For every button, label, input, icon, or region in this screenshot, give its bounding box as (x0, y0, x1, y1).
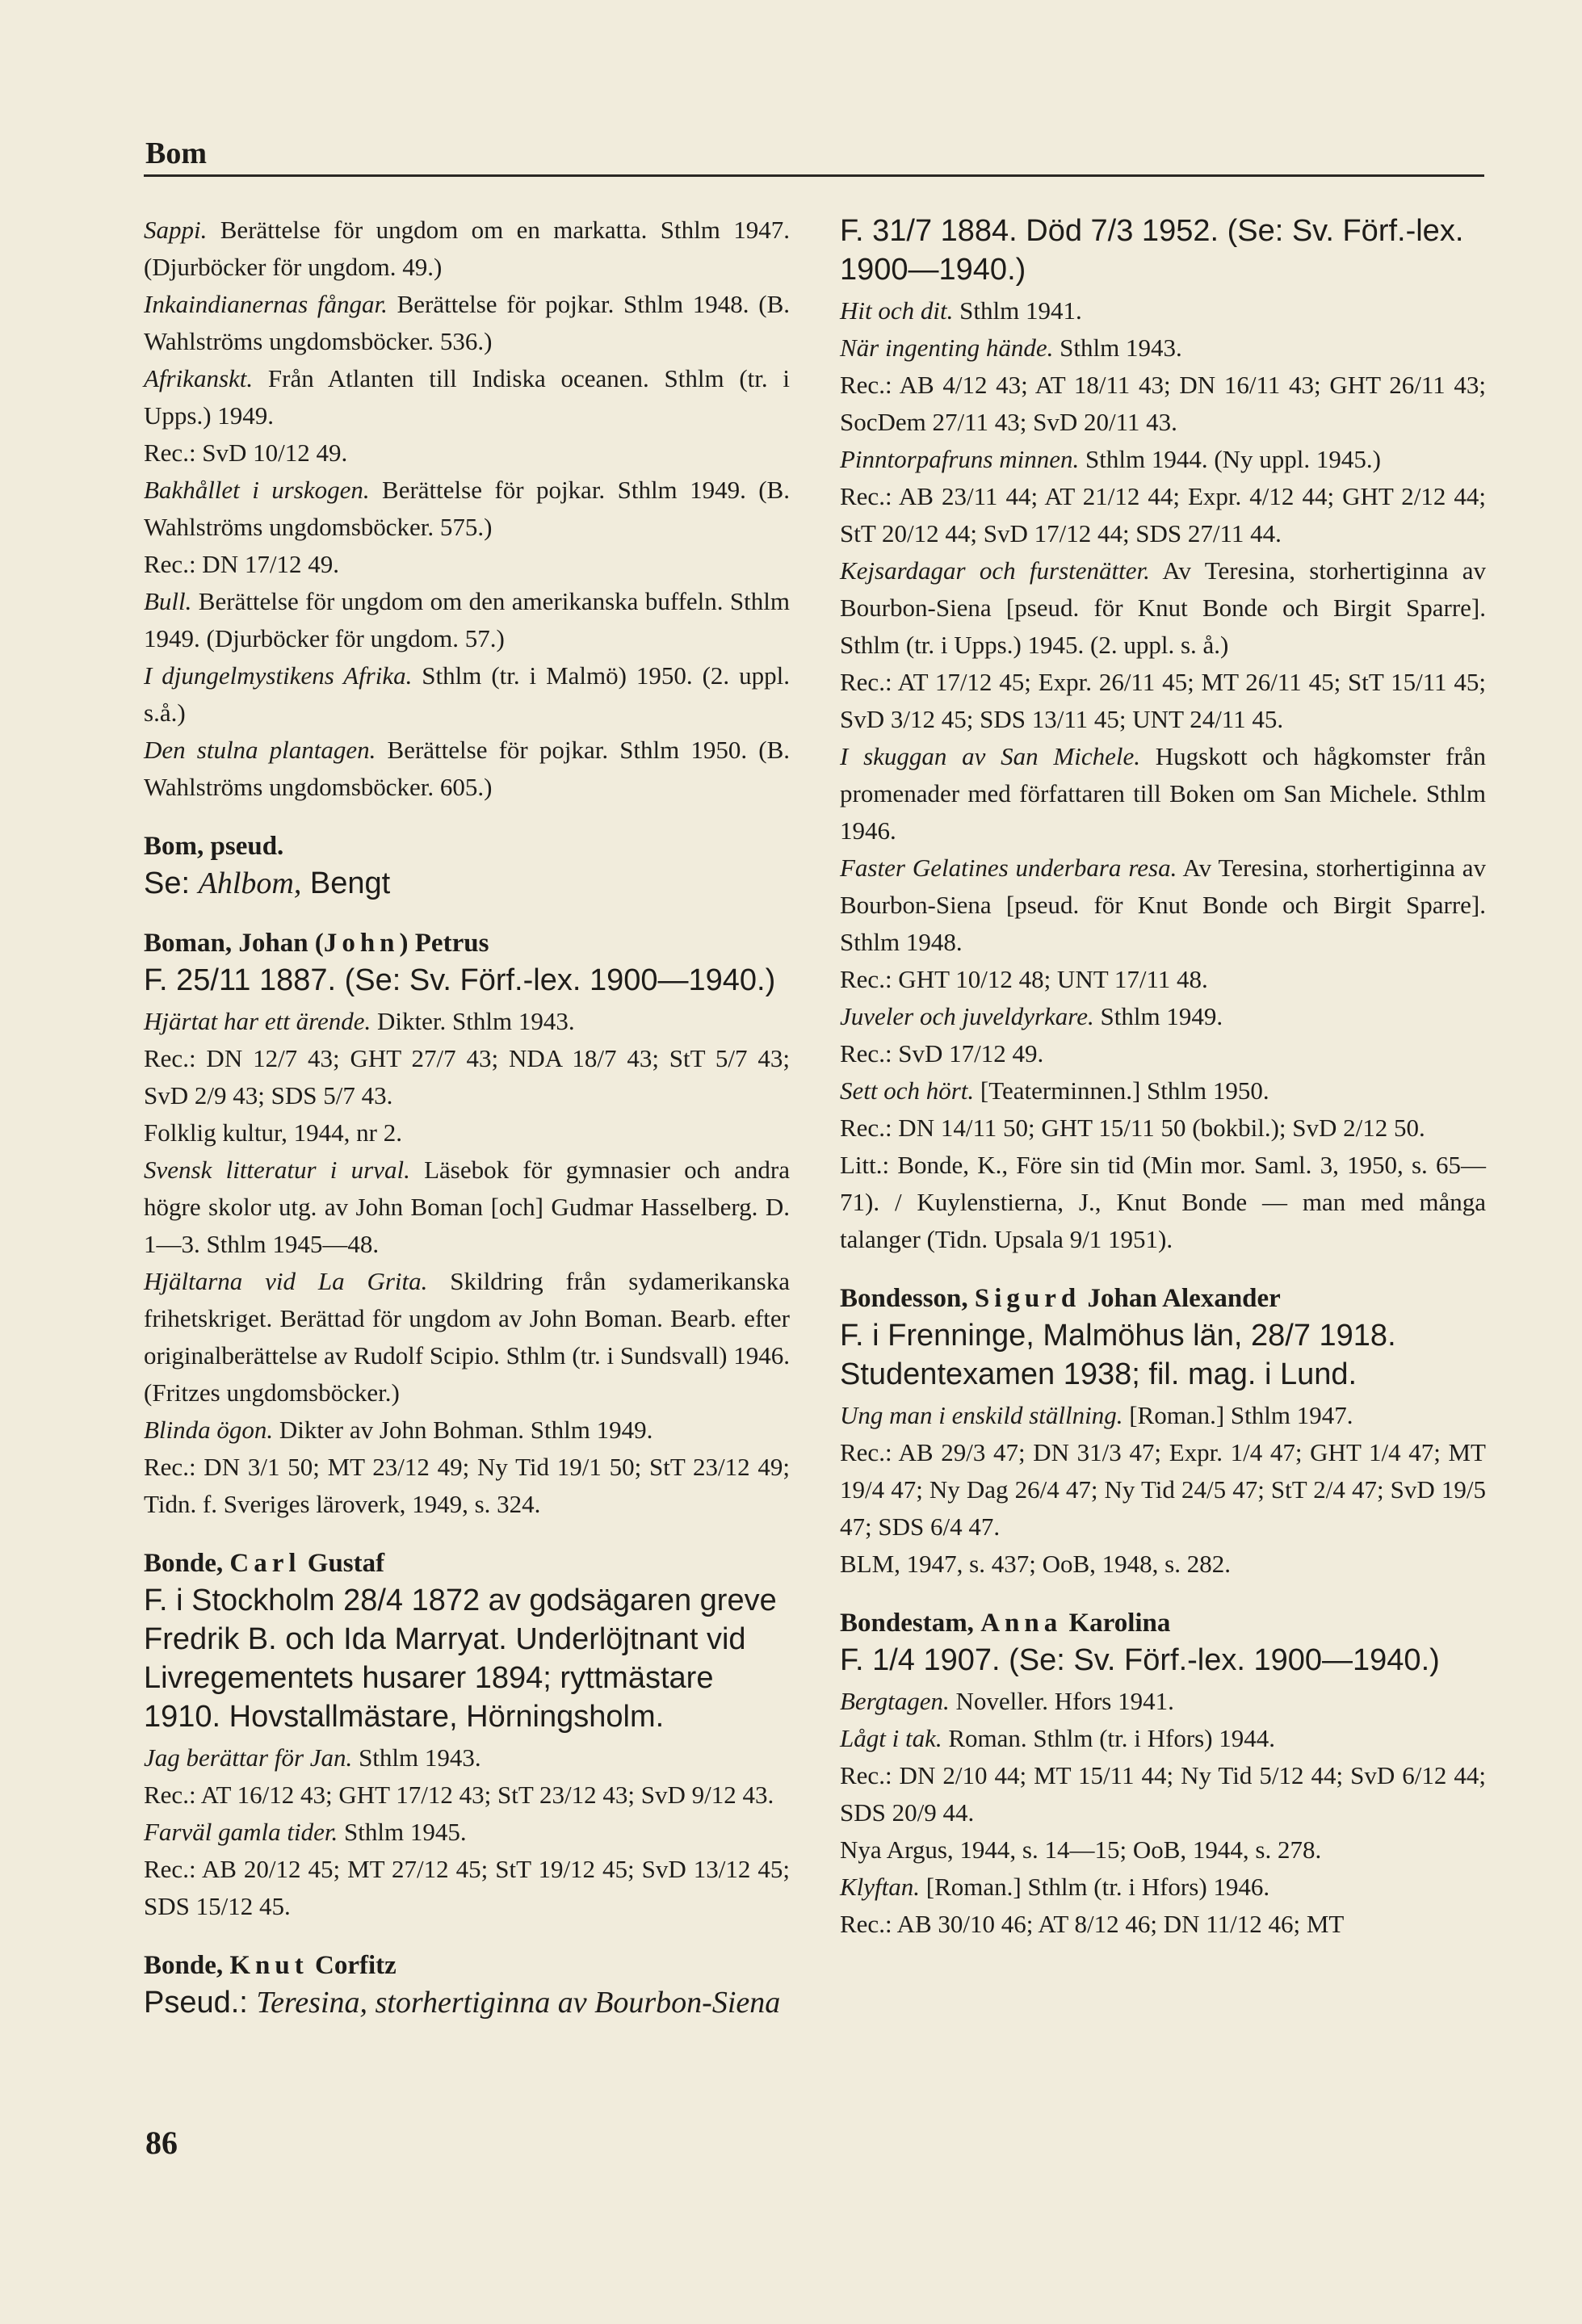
works-list (144, 212, 790, 806)
work-details: Rec.: DN 3/1 50; MT 23/12 49; Ny Tid 19/1 50; StT 23/12 49; Tidn. f. Sveriges läroverk, 1949, s. 324. (144, 1453, 790, 1518)
work-details: Rec.: AB 30/10 46; AT 8/12 46; DN 11/12 46; MT (840, 1910, 1345, 1938)
work-details: Rec.: AB 4/12 43; AT 18/11 43; DN 16/11 43; GHT 26/11 43; SocDem 27/11 43; SvD 20/11 43. (840, 371, 1486, 436)
heading-part: Karolina (1062, 1609, 1171, 1638)
work-details: Rec.: SvD 10/12 49. (144, 438, 348, 467)
work-title: Den stulna plantagen. (144, 736, 376, 764)
work-details: Rec.: DN 12/7 43; GHT 27/7 43; NDA 18/7 43; StT 5/7 43; SvD 2/9 43; SDS 5/7 43. (144, 1044, 790, 1110)
work-title: Svensk litteratur i urval. (144, 1156, 410, 1184)
work-line (840, 329, 1486, 367)
work-details: [Teaterminnen.] Sthlm 1950. (974, 1076, 1269, 1105)
note-line (144, 1851, 790, 1925)
work-title: Hjärtat har ett ärende. (144, 1007, 371, 1035)
work-details: Berättelse för ungdom om den amerikanska buffeln. Sthlm 1949. (Djurböcker för ungdom. 57.) (144, 587, 790, 652)
works-list (840, 292, 1486, 1258)
work-details: BLM, 1947, s. 437; OoB, 1948, s. 282. (840, 1550, 1231, 1578)
work-details: Roman. Sthlm (tr. i Hfors) 1944. (942, 1724, 1276, 1752)
work-details: Läsebok för gymnasier och andra högre skolor utg. av John Boman [och] Gudmar Hasselberg. D. 1—3. Sthlm 1945—48. (144, 1156, 790, 1258)
work-details: Rec.: AT 17/12 45; Expr. 26/11 45; MT 26/11 45; StT 15/11 45; SvD 3/12 45; SDS 13/11 45; UNT 24/11 45. (840, 668, 1486, 733)
heading-spaced: Carl (229, 1549, 301, 1578)
work-line (840, 292, 1486, 329)
heading-spaced: Sigurd (974, 1284, 1081, 1313)
work-line (144, 583, 790, 657)
note-line (840, 961, 1486, 998)
work-line (144, 1814, 790, 1851)
left-column (144, 212, 790, 2025)
work-title: Bull. (144, 587, 192, 615)
entry-bondestam (840, 1605, 1486, 1943)
work-title: När ingenting hände. (840, 333, 1054, 362)
note-line (144, 434, 790, 472)
work-title: Hjältarna vid La Grita. (144, 1267, 428, 1295)
note-line (840, 367, 1486, 441)
heading-spaced: Anna (980, 1609, 1063, 1638)
work-line (144, 1152, 790, 1263)
work-details: Nya Argus, 1944, s. 14—15; OoB, 1944, s. 278. (840, 1835, 1322, 1864)
work-title: Bakhållet i urskogen. (144, 476, 370, 504)
work-line (840, 1869, 1486, 1906)
note-line (840, 1434, 1486, 1546)
work-details: Sthlm 1944. (Ny uppl. 1945.) (1079, 445, 1381, 473)
work-line (144, 286, 790, 360)
work-details: Hugskott och hågkomster från promenader med författaren till Boken om San Michele. Sthlm 1946. (840, 742, 1486, 845)
biography: F. 1/4 1907. (Se: Sv. Förf.-lex. 1900—1940.) (840, 1643, 1440, 1677)
work-title: Farväl gamla tider. (144, 1818, 338, 1846)
pseudonym-name: Teresina, storhertiginna av Bourbon-Siena (256, 1986, 781, 2020)
work-details: Sthlm 1945. (338, 1818, 467, 1846)
work-line (840, 1720, 1486, 1757)
note-line (144, 1040, 790, 1114)
heading-part: Boman, Johan ( (144, 929, 324, 958)
work-line (840, 1683, 1486, 1720)
work-details: Folklig kultur, 1944, nr 2. (144, 1118, 402, 1147)
heading-part: Bondestam, (840, 1609, 981, 1638)
work-details: Dikter av John Bohman. Sthlm 1949. (273, 1416, 653, 1444)
work-title: Afrikanskt. (144, 364, 254, 392)
work-title: Faster Gelatines underbara resa. (840, 854, 1177, 882)
work-title: Blinda ögon. (144, 1416, 274, 1444)
work-details: Dikter. Sthlm 1943. (371, 1007, 575, 1035)
heading-part: Bonde, (144, 1951, 230, 1980)
see-name: Ahlbom, (198, 866, 302, 900)
work-details: Skildring från sydamerikanska frihetskriget. Berättad för ungdom av John Boman. Bearb. efter originalberättelse av Rudolf Scipio. Sthlm (tr. i Sundsvall) 1946. (Fritzes ungdomsböcker.) (144, 1267, 790, 1407)
page-number: 86 (145, 2125, 178, 2161)
work-details: [Roman.] Sthlm 1947. (1123, 1401, 1353, 1429)
work-details: Sthlm (tr. i Malmö) 1950. (2. uppl. s.å.) (144, 661, 790, 727)
note-line (144, 546, 790, 583)
entry-heading (840, 1281, 1486, 1316)
work-details: Sthlm 1943. (352, 1743, 481, 1772)
entry-bondesson (840, 1281, 1486, 1583)
entry-bonde-knut-continued (840, 212, 1486, 1258)
work-details: [Roman.] Sthlm (tr. i Hfors) 1946. (920, 1873, 1270, 1901)
header-rule (144, 174, 1484, 177)
entry-heading (144, 1546, 790, 1581)
work-line (840, 441, 1486, 478)
work-details: Sthlm 1941. (953, 296, 1082, 325)
works-list (144, 1739, 790, 1925)
work-line (144, 1412, 790, 1449)
work-line (144, 472, 790, 546)
work-details: Rec.: GHT 10/12 48; UNT 17/11 48. (840, 965, 1208, 993)
heading-spaced: John (323, 929, 400, 958)
work-line (144, 732, 790, 806)
work-title: Inkaindianernas fångar. (144, 290, 388, 318)
work-title: Pinntorpafruns minnen. (840, 445, 1080, 473)
see-rest: Bengt (301, 866, 391, 900)
entry-heading (144, 925, 790, 961)
note-line (144, 1114, 790, 1152)
work-details: Rec.: DN 14/11 50; GHT 15/11 50 (bokbil.); SvD 2/12 50. (840, 1114, 1425, 1142)
works-list (840, 1397, 1486, 1583)
work-line (840, 552, 1486, 664)
work-title: Lågt i tak. (840, 1724, 942, 1752)
entry-bom-pseud (144, 829, 790, 903)
entry-boman (144, 925, 790, 1523)
pseudonym-label: Pseud.: (144, 1986, 257, 2020)
note-line (840, 1546, 1486, 1583)
work-title: Bergtagen. (840, 1687, 950, 1715)
right-column (840, 212, 1486, 1943)
work-line (840, 1397, 1486, 1434)
work-line (144, 360, 790, 434)
work-details: Rec.: SvD 17/12 49. (840, 1039, 1044, 1068)
work-details: Berättelse för pojkar. Sthlm 1949. (B. Wahlströms ungdomsböcker. 575.) (144, 476, 790, 541)
entry-heading (144, 1948, 790, 1983)
entry-heading (840, 1605, 1486, 1641)
work-title: Ung man i enskild ställning. (840, 1401, 1123, 1429)
note-line (144, 1449, 790, 1523)
work-details: Rec.: DN 17/12 49. (144, 550, 339, 578)
work-title: Hit och dit. (840, 296, 954, 325)
work-details: Rec.: AT 16/12 43; GHT 17/12 43; StT 23/12 43; SvD 9/12 43. (144, 1781, 774, 1809)
work-title: Klyftan. (840, 1873, 921, 1901)
work-line (840, 1072, 1486, 1110)
work-details: Rec.: AB 20/12 45; MT 27/12 45; StT 19/12 45; SvD 13/12 45; SDS 15/12 45. (144, 1855, 790, 1920)
work-line (840, 998, 1486, 1035)
work-line (144, 657, 790, 732)
heading-part: Gustaf (300, 1549, 385, 1578)
note-line (840, 1906, 1486, 1943)
entry-bom-works (144, 212, 790, 806)
work-details: Rec.: AB 23/11 44; AT 21/12 44; Expr. 4/12 44; GHT 2/12 44; StT 20/12 44; SvD 17/12 44; SDS 27/11 44. (840, 482, 1486, 547)
heading-part: Johan Alexander (1081, 1284, 1281, 1313)
biography: F. i Frenninge, Malmöhus län, 28/7 1918. Studentexamen 1938; fil. mag. i Lund. (840, 1319, 1396, 1391)
work-title: Kejsardagar och furstenätter. (840, 556, 1150, 585)
work-line (840, 849, 1486, 961)
work-title: Juveler och juveldyrkare. (840, 1002, 1094, 1030)
work-details: Berättelse för pojkar. Sthlm 1948. (B. Wahlströms ungdomsböcker. 536.) (144, 290, 790, 355)
work-title: Sett och hört. (840, 1076, 975, 1105)
biography: F. i Stockholm 28/4 1872 av godsägaren greve Fredrik B. och Ida Marryat. Underlöjtnant vid Livregementets husarer 1894; ryttmästare 1910. Hovstallmästare, Hörningsholm. (144, 1584, 777, 1734)
note-line (144, 1777, 790, 1814)
work-details: Berättelse för pojkar. Sthlm 1950. (B. Wahlströms ungdomsböcker. 605.) (144, 736, 790, 801)
work-title: I skuggan av San Michele. (840, 742, 1140, 770)
work-details: Av Teresina, storhertiginna av Bourbon-Siena [pseud. för Knut Bonde och Birgit Sparre]. Sthlm 1948. (840, 854, 1486, 956)
work-line (144, 212, 790, 286)
work-details: Sthlm 1949. (1093, 1002, 1223, 1030)
work-line (144, 1263, 790, 1412)
heading-part: Bondesson, (840, 1284, 975, 1313)
work-details: Rec.: AB 29/3 47; DN 31/3 47; Expr. 1/4 47; GHT 1/4 47; MT 19/4 47; Ny Dag 26/4 47; Ny Tid 24/5 47; StT 2/4 47; SvD 19/5 47; SDS 6/4 47. (840, 1438, 1486, 1541)
note-line (840, 1110, 1486, 1147)
heading-part: ) Petrus (399, 929, 489, 958)
note-line (840, 1757, 1486, 1831)
see-label: Se: (144, 866, 199, 900)
heading-spaced: Knut (229, 1951, 308, 1980)
works-list (144, 1003, 790, 1523)
biography: F. 31/7 1884. Död 7/3 1952. (Se: Sv. Förf.-lex. 1900—1940.) (840, 214, 1464, 287)
biography: F. 25/11 1887. (Se: Sv. Förf.-lex. 1900—1940.) (144, 963, 776, 997)
work-details: Rec.: DN 2/10 44; MT 15/11 44; Ny Tid 5/12 44; SvD 6/12 44; SDS 20/9 44. (840, 1761, 1486, 1827)
heading-part: Corfitz (308, 1951, 397, 1980)
note-line (840, 664, 1486, 738)
entry-bonde-carl (144, 1546, 790, 1925)
work-line (144, 1739, 790, 1777)
work-title: I djungelmystikens Afrika. (144, 661, 413, 690)
entry-bonde-knut (144, 1948, 790, 2022)
note-line (840, 1035, 1486, 1072)
work-details: Av Teresina, storhertiginna av Bourbon-Siena [pseud. för Knut Bonde och Birgit Sparre]. Sthlm (tr. i Upps.) 1945. (2. uppl. s. å.) (840, 556, 1487, 659)
work-line (840, 738, 1486, 849)
cross-reference (144, 864, 790, 903)
running-head: Bom (145, 136, 207, 170)
note-line (840, 478, 1486, 552)
works-list (840, 1683, 1486, 1943)
note-line (840, 1147, 1486, 1258)
heading-part: Bonde, (144, 1549, 230, 1578)
work-details: Från Atlanten till Indiska oceanen. Sthlm (tr. i Upps.) 1949. (144, 364, 790, 430)
work-details: Berättelse för ungdom om en markatta. Sthlm 1947. (Djurböcker för ungdom. 49.) (144, 216, 790, 281)
work-line (144, 1003, 790, 1040)
work-title: Sappi. (144, 216, 208, 244)
work-title: Jag berättar för Jan. (144, 1743, 353, 1772)
work-details: Noveller. Hfors 1941. (949, 1687, 1174, 1715)
work-details: Sthlm 1943. (1053, 333, 1182, 362)
work-details: Litt.: Bonde, K., Före sin tid (Min mor. Saml. 3, 1950, s. 65—71). / Kuylenstierna, J., Knut Bonde — man med många talanger (Tidn. Upsala 9/1 1951). (840, 1151, 1486, 1253)
pseudonym (144, 1983, 790, 2022)
entry-heading: Bom, pseud. (144, 832, 284, 861)
note-line (840, 1831, 1486, 1869)
